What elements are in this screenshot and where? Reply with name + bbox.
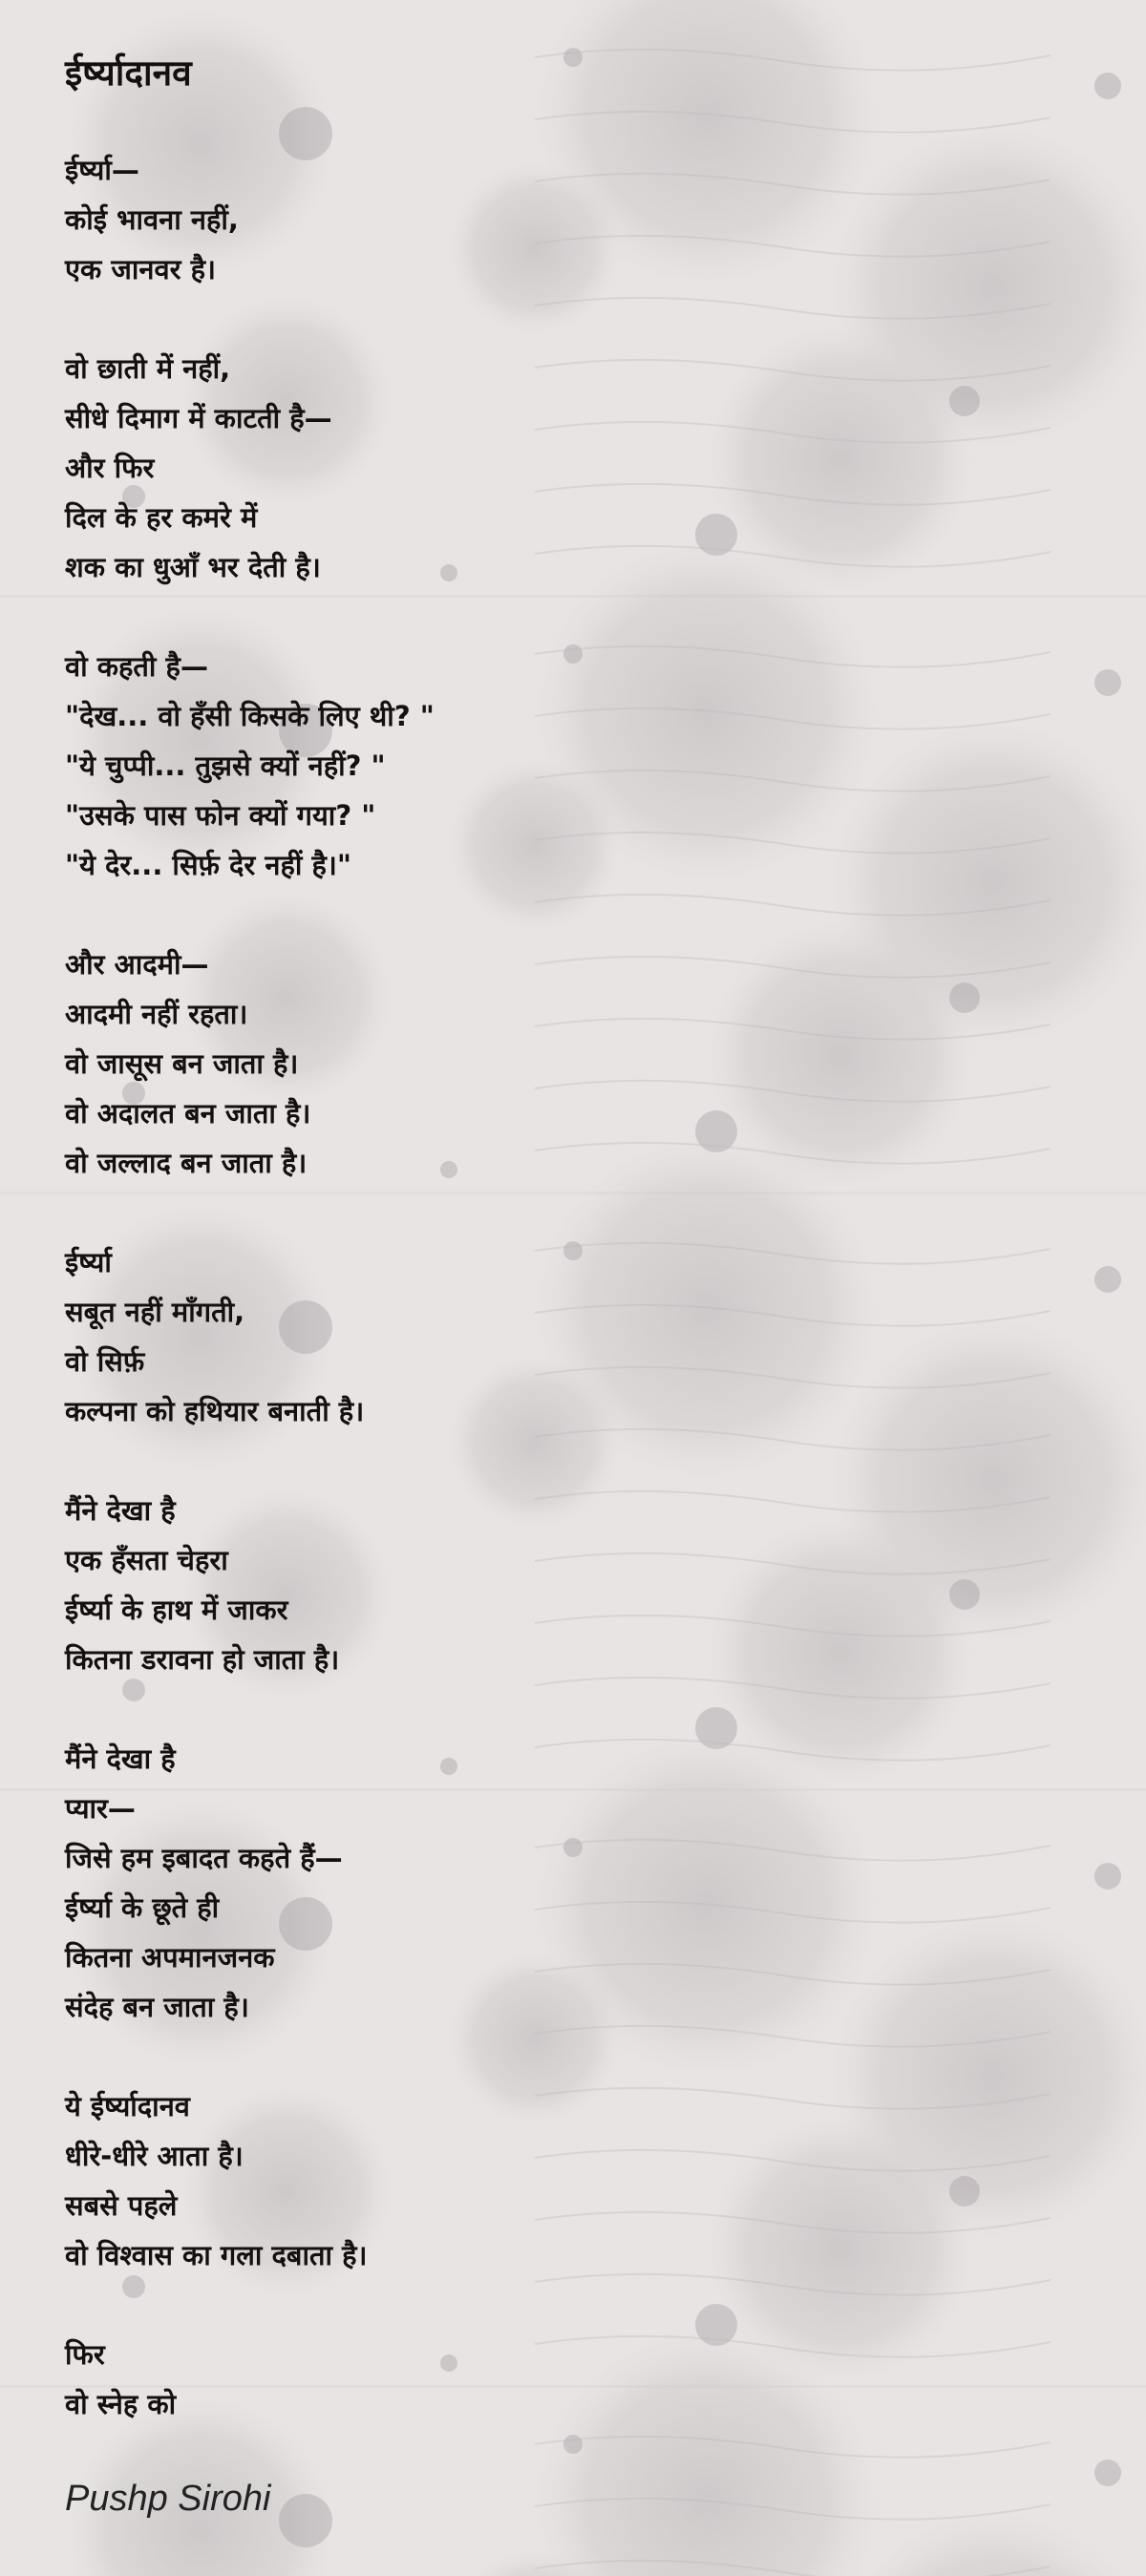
poem-line: और आदमी—: [65, 948, 209, 981]
poem-line: वो स्नेह को: [65, 2388, 177, 2420]
stanza: [65, 2330, 1077, 2429]
poem-line: एक हँसता चेहरा: [65, 1544, 228, 1576]
poem-line: दिल के हर कमरे में: [65, 501, 258, 534]
poem-line: वो जासूस बन जाता है।: [65, 1047, 299, 1080]
poem-line: एक जानवर है।: [65, 253, 217, 285]
stanza: [65, 344, 1077, 592]
poem-line: वो छाती में नहीं,: [65, 352, 231, 385]
poem-body: [65, 145, 1077, 2429]
poem-line: आदमी नहीं रहता।: [65, 998, 248, 1030]
stanza: [65, 2081, 1077, 2280]
poem-line: कल्पना को हथियार बनाती है।: [65, 1395, 365, 1427]
poem-line: वो सिर्फ़: [65, 1345, 145, 1378]
poem-line: वो कहती है—: [65, 650, 208, 683]
poem-line: प्यार—: [65, 1792, 136, 1825]
poem-line: कितना अपमानजनक: [65, 1941, 275, 1974]
poem-line: ईर्ष्या के हाथ में जाकर: [65, 1594, 288, 1626]
poem-line: वो अदालत बन जाता है।: [65, 1097, 311, 1130]
poem-line: जिसे हम इबादत कहते हैं—: [65, 1842, 343, 1874]
poem-line: "देख... वो हँसी किसके लिए थी? ": [65, 700, 435, 732]
stanza: [65, 642, 1077, 890]
poem-line: ईर्ष्या के छूते ही: [65, 1891, 220, 1924]
poem-line: फिर: [65, 2338, 105, 2371]
poem-title: ईर्ष्यादानव: [65, 53, 192, 94]
poem-line: सीधे दिमाग में काटती है—: [65, 402, 332, 434]
poem-line: वो जल्लाद बन जाता है।: [65, 1147, 308, 1179]
poem-line: कोई भावना नहीं,: [65, 203, 239, 236]
poem-line: ईर्ष्या: [65, 1246, 112, 1278]
poem-line: सबसे पहले: [65, 2189, 178, 2222]
poem-line: ईर्ष्या—: [65, 154, 139, 186]
poem-line: धीरे-धीरे आता है।: [65, 2140, 244, 2172]
poem-line: वो विश्वास का गला दबाता है।: [65, 2239, 368, 2271]
stanza: [65, 1486, 1077, 1684]
poem-line: सबूत नहीं माँगती,: [65, 1296, 245, 1328]
stanza: [65, 940, 1077, 1188]
poem-line: और फिर: [65, 452, 155, 484]
poem-line: मैंने देखा है: [65, 1494, 176, 1527]
stanza: [65, 1237, 1077, 1436]
stanza: [65, 145, 1077, 294]
poem-line: शक का धुआँ भर देती है।: [65, 551, 321, 583]
poem-line: कितना डरावना हो जाता है।: [65, 1643, 340, 1676]
author-signature: Pushp Sirohi: [65, 2479, 271, 2519]
poem-line: ये ईर्ष्यादानव: [65, 2090, 190, 2122]
stanza: [65, 1734, 1077, 2032]
poem-line: "ये चुप्पी... तुझसे क्यों नहीं? ": [65, 750, 386, 782]
poem-line: मैंने देखा है: [65, 1742, 176, 1775]
poem-line: संदेह बन जाता है।: [65, 1991, 249, 2023]
poem-line: "उसके पास फोन क्यों गया? ": [65, 799, 376, 832]
poem-line: "ये देर... सिर्फ़ देर नहीं है।": [65, 849, 351, 881]
poem: [65, 46, 1077, 2479]
